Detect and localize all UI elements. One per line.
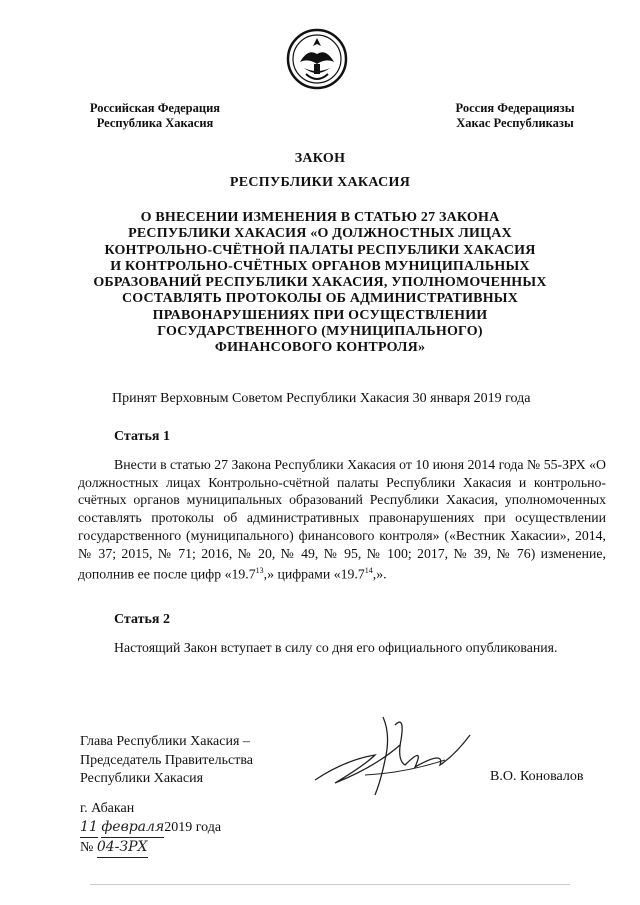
number-line (80, 838, 221, 858)
coat-of-arms-emblem (286, 28, 348, 90)
signatory-position (80, 733, 310, 789)
article1-sup2: 14 (364, 566, 373, 576)
date-day: 11 (80, 818, 98, 838)
adoption-statement: Принят Верховным Советом Республики Хакасия 30 января 2019 года (112, 391, 531, 406)
subject-line: ФИНАНСОВОГО КОНТРОЛЯ» (214, 340, 426, 356)
signatory-line1: Глава Республики Хакасия – (80, 734, 250, 749)
signatory-line3: Республики Хакасия (80, 771, 204, 787)
date-year: 2019 года (164, 820, 222, 835)
header-right (440, 101, 590, 131)
header-left-line1: Российская Федерация (89, 101, 221, 115)
header-left (70, 101, 240, 131)
header-right-line2: Хакас Республиказы (456, 116, 574, 130)
subject-line: О ВНЕСЕНИИ ИЗМЕНЕНИЯ В СТАТЬЮ 27 ЗАКОНА (140, 210, 500, 225)
scan-edge-line (90, 884, 570, 885)
article1-text (78, 456, 606, 584)
handwritten-signature (305, 705, 505, 800)
number-prefix: № (80, 840, 94, 855)
date-line (80, 818, 221, 838)
subject-line: ОБРАЗОВАНИЙ РЕСПУБЛИКИ ХАКАСИЯ, УПОЛНОМОЧЕННЫХ (93, 275, 547, 291)
subject-line: СОСТАВЛЯТЬ ПРОТОКОЛЫ ОБ АДМИНИСТРАТИВНЫХ (121, 291, 519, 307)
header-left-line2: Республика Хакасия (96, 116, 214, 130)
subject-line: РЕСПУБЛИКИ ХАКАСИЯ «О ДОЛЖНОСТНЫХ ЛИЦАХ (128, 226, 512, 242)
article1-title: Статья 1 (114, 429, 170, 444)
article1-text-end: ,». (372, 566, 387, 582)
header-right-line1: Россия Федерациязы (455, 101, 575, 115)
signatory-name: В.О. Коновалов (490, 769, 584, 784)
article1-text-main: Внести в статью 27 Закона Республики Хакасия от 10 июня 2014 года № 55-ЗРХ «О должностных лицах Контрольно-счётной палаты Республики Хакасия и контрольно-счётных органов муниципальных образований Республики Хакасия, уполномоченных составлять протоколы об административных правонарушениях при осуществлении государственного (муниципального) финансового контроля» («Вестник Хакасии», 2014, № 37; 2015, № 71; 2016, № 20, № 49, № 95, № 100; 2017, № 39, № 76) изменение, дополнив ее после цифр «19.7 (78, 457, 606, 582)
signatory-line2: Председатель Правительства (80, 752, 253, 768)
city: г. Абакан (80, 801, 135, 816)
article2-title: Статья 2 (114, 612, 170, 627)
article2-text: Настоящий Закон вступает в силу со дня его официального опубликования. (114, 640, 558, 655)
subject-line: И КОНТРОЛЬНО-СЧЁТНЫХ ОРГАНОВ МУНИЦИПАЛЬНЫХ (110, 258, 530, 274)
doc-title-law: ЗАКОН (294, 151, 346, 166)
law-subject (80, 210, 560, 357)
place-date-number (80, 799, 221, 858)
subject-line: ПРАВОНАРУШЕНИЯХ ПРИ ОСУЩЕСТВЛЕНИИ (152, 307, 488, 323)
article1-text-mid: ,» цифрами «19.7 (263, 566, 365, 582)
doc-title-republic: РЕСПУБЛИКИ ХАКАСИЯ (229, 175, 411, 190)
subject-line: ГОСУДАРСТВЕННОГО (МУНИЦИПАЛЬНОГО) (157, 324, 483, 340)
subject-line: КОНТРОЛЬНО-СЧЁТНОЙ ПАЛАТЫ РЕСПУБЛИКИ ХАКАСИЯ (104, 242, 536, 258)
date-month: февраля (101, 818, 164, 838)
law-number: 04-ЗРХ (97, 838, 148, 858)
article1-sup1: 13 (255, 566, 264, 576)
